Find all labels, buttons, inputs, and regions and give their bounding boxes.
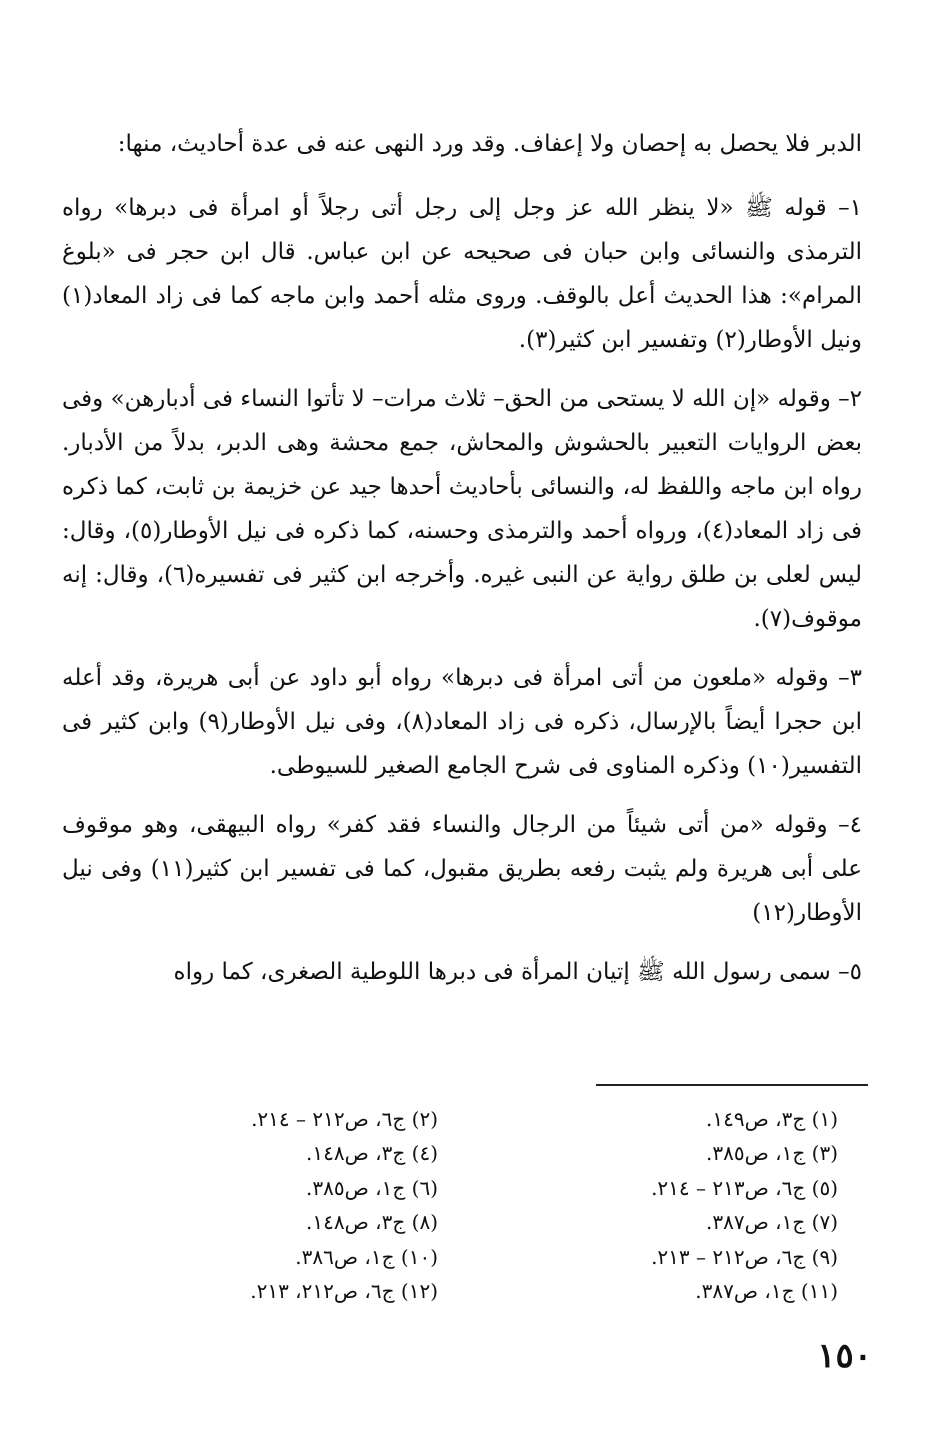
footnote-3: (٣) ج١، ص٣٨٥.	[706, 1141, 838, 1166]
paragraph-hadith-3: ٣– وقوله «ملعون من أتى امرأة فى دبرها» رواه أبو داود عن أبى هريرة، وقد أعله ابن حجرا أيضاً بالإرسال، ذكره فى زاد المعاد(٨)، وفى نيل الأوطار(٩) وابن كثير فى التفسير(١٠) وذكره المناوى فى شرح الجامع الصغير للسيوطى.	[62, 665, 863, 779]
footnote-8: (٨) ج٣، ص١٤٨.	[306, 1210, 438, 1235]
footnote-6: (٦) ج١، ص٣٨٥.	[306, 1175, 438, 1200]
footnote-separator	[596, 1084, 868, 1086]
footnote-4: (٤) ج٣، ص١٤٨.	[306, 1141, 438, 1166]
paragraph-hadith-4: ٤– وقوله «من أتى شيئاً من الرجال والنساء فقد كفر» رواه البيهقى، وهو موقوف على أبى هريرة ولم يثبت رفعه بطريق مقبول، كما فى تفسير ابن كثير(١١) وفى نيل الأوطار(١٢)	[62, 812, 862, 926]
footnote-12: (١٢) ج٦، ص٢١٢، ٢١٣.	[250, 1279, 438, 1304]
footnote-5: (٥) ج٦، ص٢١٣ – ٢١٤.	[651, 1175, 838, 1200]
page-number: ١٥٠	[817, 1336, 872, 1376]
footnotes	[78, 1102, 838, 1308]
main-text	[62, 122, 862, 1009]
paragraph-hadith-5: ٥– سمى رسول الله ﷺ إتيان المرأة فى دبرها اللوطية الصغرى، كما رواه	[173, 959, 862, 985]
footnote-1: (١) ج٣، ص١٤٩.	[706, 1107, 838, 1131]
footnote-9: (٩) ج٦، ص٢١٢ – ٢١٣.	[651, 1244, 838, 1269]
paragraph-hadith-1: ١– قوله ﷺ «لا ينظر الله عز وجل إلى رجل أتى رجلاً أو امرأة فى دبرها» رواه الترمذى والنسائى وابن حبان فى صحيحه عن ابن عباس. قال ابن حجر فى «بلوغ المرام»: هذا الحديث أعل بالوقف. وروى مثله أحمد وابن ماجه كما فى زاد المعاد(١) ونيل الأوطار(٢) وتفسير ابن كثير(٣).	[62, 195, 862, 353]
footnote-10: (١٠) ج١، ص٣٨٦.	[295, 1244, 438, 1269]
paragraph-hadith-2: ٢– وقوله «إن الله لا يستحى من الحق– ثلاث مرات– لا تأتوا النساء فى أدبارهن» وفى بعض الروايات التعبير بالحشوش والمحاش، جمع محشة وهى الدبر، بدلاً من الأدبار. رواه ابن ماجه واللفظ له، والنسائى بأحاديث أحدها جيد عن خزيمة بن ثابت، كما ذكره فى زاد المعاد(٤)، ورواه أحمد والترمذى وحسنه، كما ذكره فى نيل الأوطار(٥)، وقال: ليس لعلى بن طلق رواية عن النبى غيره. وأخرجه ابن كثير فى تفسيره(٦)، وقال: إنه موقوف(٧).	[62, 386, 863, 632]
footnote-7: (٧) ج١، ص٣٨٧.	[706, 1210, 838, 1235]
footnote-11: (١١) ج١، ص٣٨٧.	[695, 1279, 838, 1304]
footnote-2: (٢) ج٦، ص٢١٢ – ٢١٤.	[251, 1107, 438, 1131]
paragraph-intro: الدبر فلا يحصل به إحصان ولا إعفاف. وقد ورد النهى عنه فى عدة أحاديث، منها:	[117, 131, 862, 157]
